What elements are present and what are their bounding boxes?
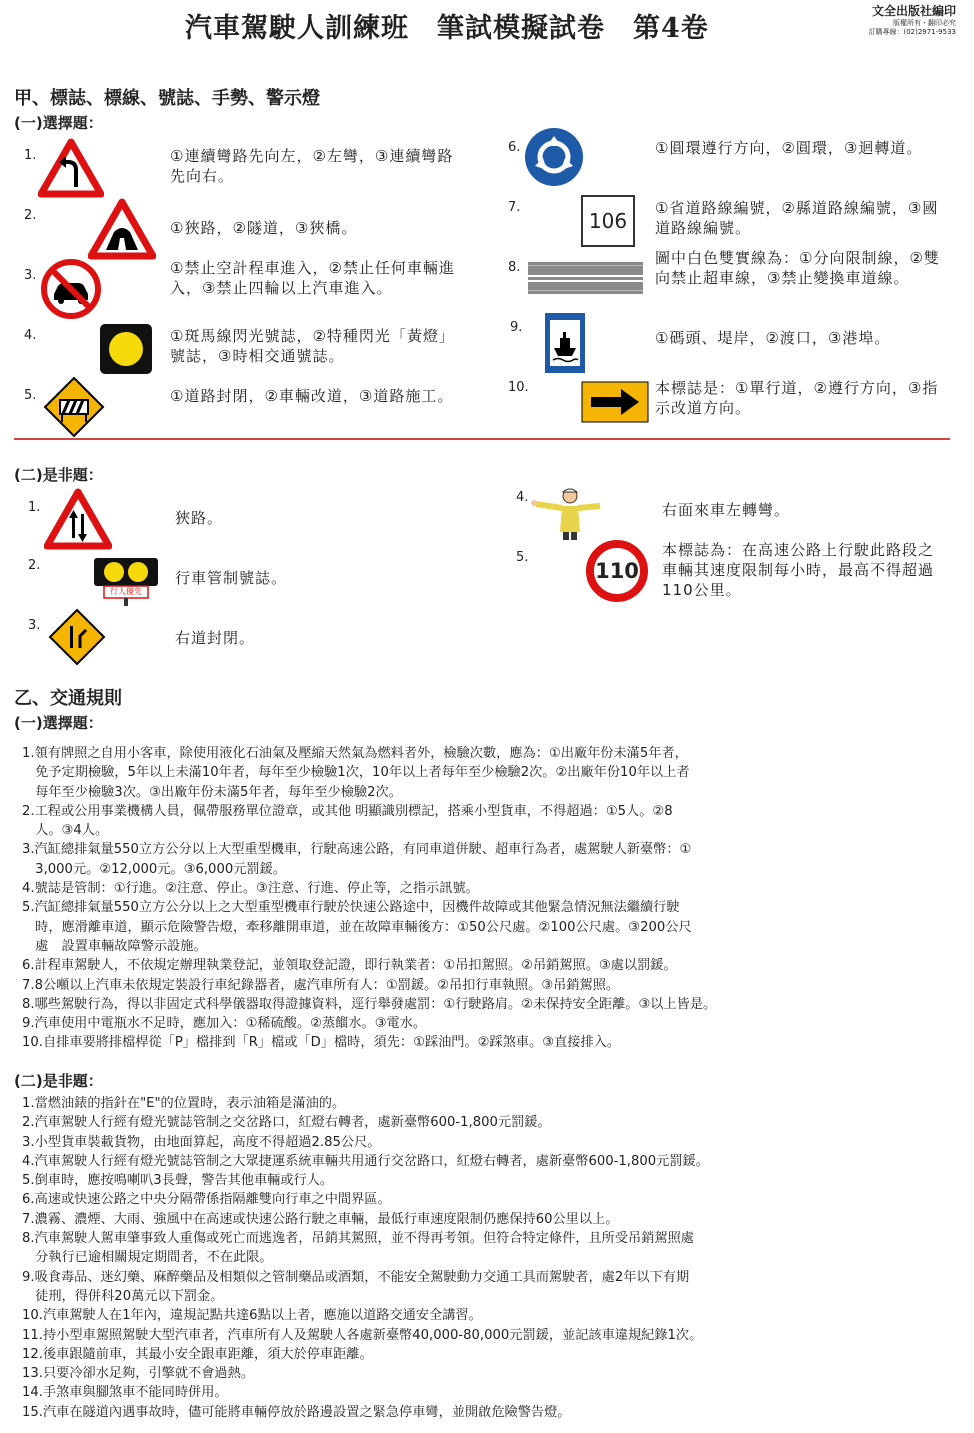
- two-way-traffic-sign: [44, 488, 112, 550]
- part-a-tf-heading: (二)是非題：: [14, 466, 103, 484]
- rule-line: 15.汽車在隧道內遇事故時，儘可能將車輛停放於路邊設置之緊急停車彎，並開啟危險警告燈。: [22, 1404, 571, 1420]
- double-white-line: [528, 262, 643, 294]
- rule-line: 徒刑，得併科20萬元以下罰金。: [22, 1288, 224, 1304]
- rule-line: 分執行已逾相關規定期間者，不在此限。: [22, 1250, 273, 1266]
- rule-line: 每年至少檢驗3次。③出廠年份未滿5年者，每年至少檢驗2次。: [22, 784, 402, 800]
- rule-line: 人。③4人。: [22, 823, 109, 839]
- rule-line: 3.小型貨車裝載貨物，由地面算起，高度不得超過2.85公尺。: [22, 1134, 381, 1150]
- rule-line: 8.汽車駕駛人駕車肇事致人重傷或死亡而逃逸者，吊銷其駕照，並不得再考領。但符合特定條件，且所受吊銷駕照處: [22, 1231, 694, 1247]
- question-text: 右道封閉。: [175, 629, 256, 647]
- question-number: 4.: [516, 490, 529, 505]
- part-b-tf-heading: (二)是非題：: [14, 1072, 103, 1090]
- question-number: 3.: [24, 268, 37, 283]
- signal-plate-text: 行人優先: [110, 587, 142, 596]
- ferry-sign: [544, 312, 586, 374]
- question-text: ①省道路線編號，②縣道路線編號，③國道路線編號。: [655, 199, 939, 237]
- question-text: 圖中白色雙實線為：①分向限制線，②雙向禁止超車線，③禁止變換車道線。: [655, 249, 940, 287]
- rule-line: 13.只要冷卻水足夠，引擎就不會過熱。: [22, 1366, 254, 1382]
- rule-line: 8.哪些駕駛行為，得以非固定式科學儀器取得證據資料，逕行舉發處罰：①行駛路肩。②未保持安全距離。③以上皆是。: [22, 996, 717, 1012]
- left-curve-warning-sign: [38, 138, 104, 198]
- rule-line: 10.汽車駕駛人在1年內，違規記點共達6點以上者，應施以道路交通安全講習。: [22, 1308, 482, 1324]
- copyright-note: 版權所有・翻印必究: [893, 19, 956, 27]
- question-number: 5.: [516, 550, 529, 565]
- rule-line: 1.當燃油錶的指針在"E"的位置時，表示油箱是滿油的。: [22, 1096, 346, 1111]
- route-number-sign: 106: [581, 195, 635, 247]
- traffic-rules-tf-list: [22, 1094, 709, 1422]
- question-number: 10.: [508, 380, 529, 395]
- question-number: 7.: [508, 200, 521, 215]
- rule-line: 9.汽車使用中電瓶水不足時，應加入：①稀硫酸。②蒸餾水。③電水。: [22, 1016, 427, 1032]
- rule-line: 12.後車跟隨前車，其最小安全跟車距離，須大於停車距離。: [22, 1346, 373, 1362]
- question-text: ①碼頭、堤岸，②渡口，③港埠。: [655, 329, 891, 347]
- yellow-flash-signal: [98, 322, 154, 376]
- question-number: 8.: [508, 260, 521, 275]
- question-text: ①禁止空計程車進入，②禁止任何車輛進入，③禁止四輪以上汽車進入。: [170, 259, 455, 297]
- question-text: 本標誌是：①單行道，②遵行方向，③指示改道方向。: [655, 379, 939, 417]
- publisher-block: [868, 2, 956, 37]
- question-text: ①連續彎路先向左，②左彎，③連續彎路先向右。: [170, 147, 454, 185]
- rule-line: 7.濃霧、濃煙、大雨、強風中在高速或快速公路行駛之車輛，最低行車速度限制仍應保持60公里以上。: [22, 1211, 619, 1227]
- rule-line: 時，應滑離車道，顯示危險警告燈，牽移離開車道，並在故障車輛後方：①50公尺處。②100公尺處。③200公尺: [22, 919, 692, 935]
- question-number: 1.: [24, 148, 37, 163]
- rule-line: 9.吸食毒品、迷幻藥、麻醉藥品及相類似之管制藥品或酒類，不能安全駕駛動力交通工具而駕駛者，處2年以下有期: [22, 1269, 690, 1285]
- question-number: 5.: [24, 388, 37, 403]
- right-lane-closed-sign: [48, 608, 106, 666]
- question-number: 2.: [24, 208, 37, 223]
- question-number: 3.: [28, 618, 41, 633]
- part-b-heading: 乙、交通規則: [14, 688, 122, 709]
- question-number: 4.: [24, 328, 37, 343]
- question-number: 2.: [28, 558, 41, 573]
- rule-line: 14.手煞車與腳煞車不能同時併用。: [22, 1385, 228, 1401]
- rule-line: 4.汽車駕駛人行經有燈光號誌管制之大眾捷運系統車輛共用通行交岔路口，紅燈右轉者，處新臺幣600-1,800元罰鍰。: [22, 1153, 709, 1169]
- question-number: 1.: [28, 500, 41, 515]
- rule-line: 5.汽缸總排氣量550立方公分以上之大型重型機車行駛於快速公路途中，因機件故障或其他緊急情況無法繼續行駛: [22, 900, 680, 916]
- rule-line: 6.計程車駕駛人，不依規定辦理執業登記，並領取登記證，即行執業者：①吊扣駕照。②吊銷駕照。③處以罰鍰。: [22, 958, 677, 974]
- question-text: ①道路封閉，②車輛改道，③道路施工。: [170, 387, 454, 405]
- exam-title: 汽車駕駛人訓練班 筆試模擬試卷 第4卷: [185, 13, 709, 44]
- speed-limit-sign: 110: [586, 540, 648, 602]
- tunnel-warning-sign: [88, 198, 156, 260]
- rule-line: 處 設置車輛故障警示設施。: [22, 938, 207, 954]
- part-a-choice-heading: (一)選擇題：: [14, 114, 103, 132]
- question-number: 6.: [508, 140, 521, 155]
- order-phone: 訂購專線：(02)2971-9533: [868, 28, 956, 36]
- rule-line: 2.工程或公用事業機構人員，佩帶服務單位證章，或其他 明顯識別標記，搭乘小型貨車，不得超過：①5人。②8: [22, 803, 673, 819]
- question-text: 右面來車左轉彎。: [662, 501, 791, 519]
- pedestrian-priority-signal: [90, 556, 162, 606]
- rule-line: 1.領有牌照之自用小客車，除使用液化石油氣及壓縮天然氣為燃料者外，檢驗次數，應為：①出廠年份未滿5年者，: [22, 746, 688, 761]
- no-car-sign: [40, 258, 102, 320]
- road-closed-sign: [43, 376, 105, 438]
- rule-line: 3.汽缸總排氣量550立方公分以上大型重型機車，行駛高速公路，有同車道併駛、超車行為者，處駕駛人新臺幣：①: [22, 842, 692, 858]
- question-text: ①狹路，②隧道，③狹橋。: [170, 219, 358, 237]
- part-a-heading: 甲、標誌、標線、號誌、手勢、警示燈: [14, 88, 320, 109]
- roundabout-sign: [523, 126, 585, 188]
- rule-line: 免予定期檢驗，5年以上未滿10年者，每年至少檢驗1次，10年以上者每年至少檢驗2次。②出廠年份10年以上者: [22, 765, 690, 781]
- rule-line: 5.倒車時，應按鳴喇叭3長聲，警告其他車輛或行人。: [22, 1173, 334, 1189]
- question-text: ①斑馬線閃光號誌，②特種閃光「黃燈」號誌，③時相交通號誌。: [170, 327, 455, 365]
- traffic-rules-choice-list: [22, 744, 716, 1053]
- rule-line: 4.號誌是管制：①行進。②注意、停止。③注意、行進、停止等，之指示訊號。: [22, 881, 479, 897]
- part-b-choice-heading: (一)選擇題：: [14, 714, 103, 732]
- section-divider: [14, 438, 950, 440]
- rule-line: 2.汽車駕駛人行經有燈光號誌管制之交岔路口，紅燈右轉者，處新臺幣600-1,800元罰鍰。: [22, 1115, 551, 1131]
- question-text: 本標誌為：在高速公路上行駛此路段之車輛其速度限制每小時，最高不得超過110公里。: [662, 541, 935, 599]
- publisher-name: 文全出版社編印: [871, 4, 956, 18]
- question-text: 狹路。: [175, 509, 224, 527]
- question-number: 9.: [510, 320, 523, 335]
- rule-line: 11.持小型車駕照駕駛大型汽車者，汽車所有人及駕駛人各處新臺幣40,000-80,000元罰鍰，並記該車違規紀錄1次。: [22, 1327, 703, 1343]
- detour-arrow-sign: [581, 381, 649, 423]
- rule-line: 6.高速或快速公路之中央分隔帶係指隔離雙向行車之中間界區。: [22, 1192, 391, 1208]
- rule-line: 10.自排車要將排檔桿從「P」檔排到「R」檔或「D」檔時，須先：①踩油門。②踩煞車。③直接排入。: [22, 1035, 621, 1051]
- question-text: ①圓環遵行方向，②圓環，③迴轉道。: [655, 139, 923, 157]
- rule-line: 3,000元。②12,000元。③6,000元罰鍰。: [22, 861, 286, 877]
- police-hand-signal: [530, 484, 606, 540]
- question-text: 行車管制號誌。: [175, 569, 288, 587]
- rule-line: 7.8公噸以上汽車未依規定裝設行車紀錄器者，處汽車所有人：①罰鍰。②吊扣行車執照。③吊銷駕照。: [22, 977, 620, 993]
